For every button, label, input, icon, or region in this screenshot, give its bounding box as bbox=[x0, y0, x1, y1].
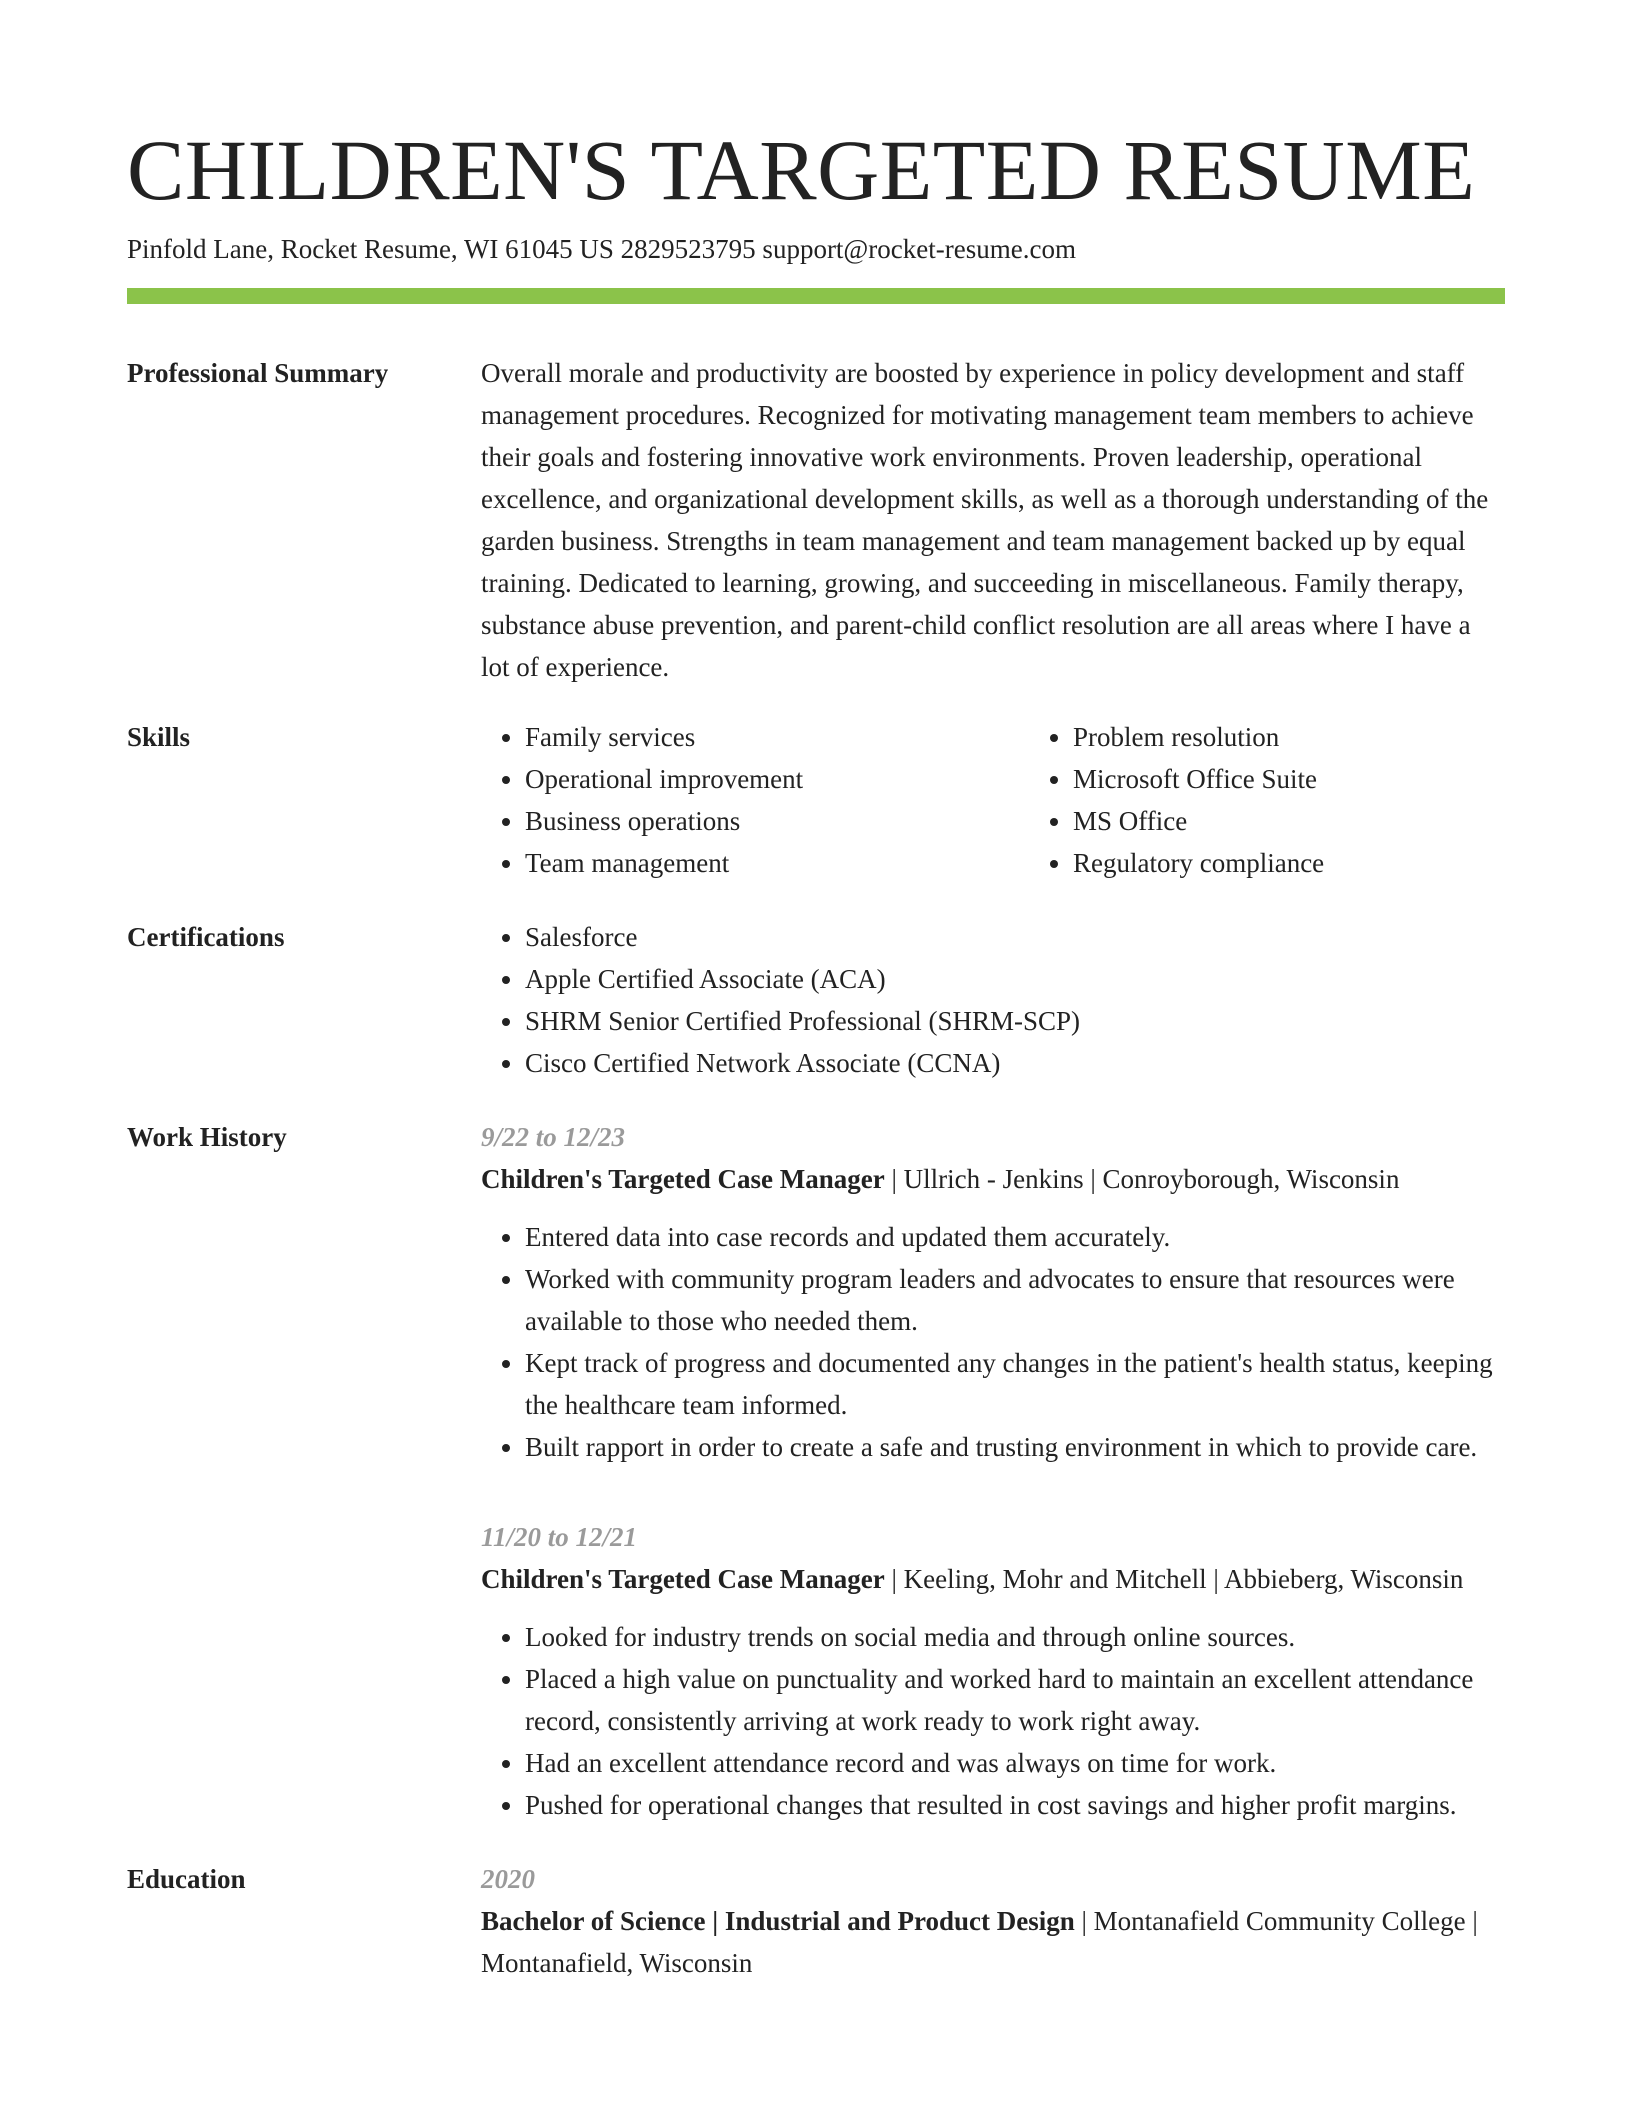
job-dates: 11/20 to 12/21 bbox=[481, 1522, 638, 1552]
job-heading bbox=[481, 1158, 1505, 1200]
job-entry bbox=[481, 1116, 1505, 1468]
certifications-heading: Certifications bbox=[127, 922, 285, 952]
skill-item: • Operational improvement bbox=[525, 758, 1029, 800]
skills-list-left bbox=[481, 716, 1029, 884]
job-duty: • Placed a high value on punctuality and worked hard to maintain an excellent attendance record, consistently arriving at work ready to work right away. bbox=[525, 1658, 1505, 1742]
certification-item: • Salesforce bbox=[525, 916, 1505, 958]
skill-item: • Microsoft Office Suite bbox=[1073, 758, 1577, 800]
summary-text: Overall morale and productivity are boosted by experience in policy development and staff management procedures. Recognized for motivating management team members to achieve their goals and fostering innovative work environments. Proven leadership, operational excellence, and organizational development skills, as well as a thorough understanding of the garden business. Strengths in team management and team management backed up by equal training. Dedicated to learning, growing, and succeeding in miscellaneous. Family therapy, substance abuse prevention, and parent-child conflict resolution are all areas where I have a lot of experience. bbox=[481, 358, 1489, 682]
skills-body bbox=[481, 716, 1577, 884]
job-employer-location: | Ullrich - Jenkins | Conroyborough, Wisconsin bbox=[884, 1164, 1400, 1194]
job-duty: • Looked for industry trends on social media and through online sources. bbox=[525, 1616, 1505, 1658]
job-duties-list bbox=[481, 1616, 1505, 1826]
education-body bbox=[481, 1858, 1505, 1984]
skill-item: • MS Office bbox=[1073, 800, 1577, 842]
job-dates: 9/22 to 12/23 bbox=[481, 1122, 626, 1152]
skill-item: • Regulatory compliance bbox=[1073, 842, 1577, 884]
certification-item: • Apple Certified Associate (ACA) bbox=[525, 958, 1505, 1000]
job-duty: • Worked with community program leaders and advocates to ensure that resources were available to those who needed them. bbox=[525, 1258, 1505, 1342]
job-employer-location: | Keeling, Mohr and Mitchell | Abbieberg, Wisconsin bbox=[884, 1564, 1464, 1594]
education-year: 2020 bbox=[481, 1864, 535, 1894]
certifications-body bbox=[481, 916, 1505, 1084]
work-history-heading: Work History bbox=[127, 1122, 287, 1152]
contact-info: Pinfold Lane, Rocket Resume, WI 61045 US 2829523795 support@rocket-resume.com bbox=[127, 234, 1076, 264]
certification-item: • SHRM Senior Certified Professional (SHRM-SCP) bbox=[525, 1000, 1505, 1042]
job-duty: • Built rapport in order to create a safe and trusting environment in which to provide care. bbox=[525, 1426, 1505, 1468]
job-duties-list bbox=[481, 1216, 1505, 1468]
skill-item: • Problem resolution bbox=[1073, 716, 1577, 758]
job-entry bbox=[481, 1516, 1505, 1826]
summary-section bbox=[127, 352, 1505, 688]
accent-divider bbox=[127, 288, 1505, 304]
certifications-section bbox=[127, 916, 1505, 1084]
job-duty: • Pushed for operational changes that resulted in cost savings and higher profit margins. bbox=[525, 1784, 1505, 1826]
summary-heading: Professional Summary bbox=[127, 358, 389, 388]
skills-section bbox=[127, 716, 1505, 884]
skill-item: • Business operations bbox=[525, 800, 1029, 842]
job-heading bbox=[481, 1558, 1505, 1600]
education-heading-line bbox=[481, 1900, 1505, 1984]
job-duty: • Had an excellent attendance record and was always on time for work. bbox=[525, 1742, 1505, 1784]
resume-title: CHILDREN'S TARGETED RESUME bbox=[127, 122, 1476, 218]
work-history-section bbox=[127, 1116, 1505, 1826]
skills-list-right bbox=[1029, 716, 1577, 884]
job-title: Children's Targeted Case Manager bbox=[481, 1164, 885, 1194]
summary-body bbox=[481, 352, 1505, 688]
certification-item: • Cisco Certified Network Associate (CCNA) bbox=[525, 1042, 1505, 1084]
degree-title: Bachelor of Science | Industrial and Product Design bbox=[481, 1906, 1075, 1936]
education-section bbox=[127, 1858, 1505, 1984]
job-duty: • Kept track of progress and documented any changes in the patient's health status, keeping the healthcare team informed. bbox=[525, 1342, 1505, 1426]
skill-item: • Team management bbox=[525, 842, 1029, 884]
certifications-list bbox=[481, 916, 1505, 1084]
resume-page bbox=[127, 120, 1505, 1984]
job-duty: • Entered data into case records and updated them accurately. bbox=[525, 1216, 1505, 1258]
work-history-body bbox=[481, 1116, 1505, 1826]
school-location: | Montanafield Community College | Montanafield, Wisconsin bbox=[481, 1906, 1478, 1978]
education-heading: Education bbox=[127, 1864, 246, 1894]
skills-heading: Skills bbox=[127, 722, 191, 752]
job-title: Children's Targeted Case Manager bbox=[481, 1564, 885, 1594]
skill-item: • Family services bbox=[525, 716, 1029, 758]
